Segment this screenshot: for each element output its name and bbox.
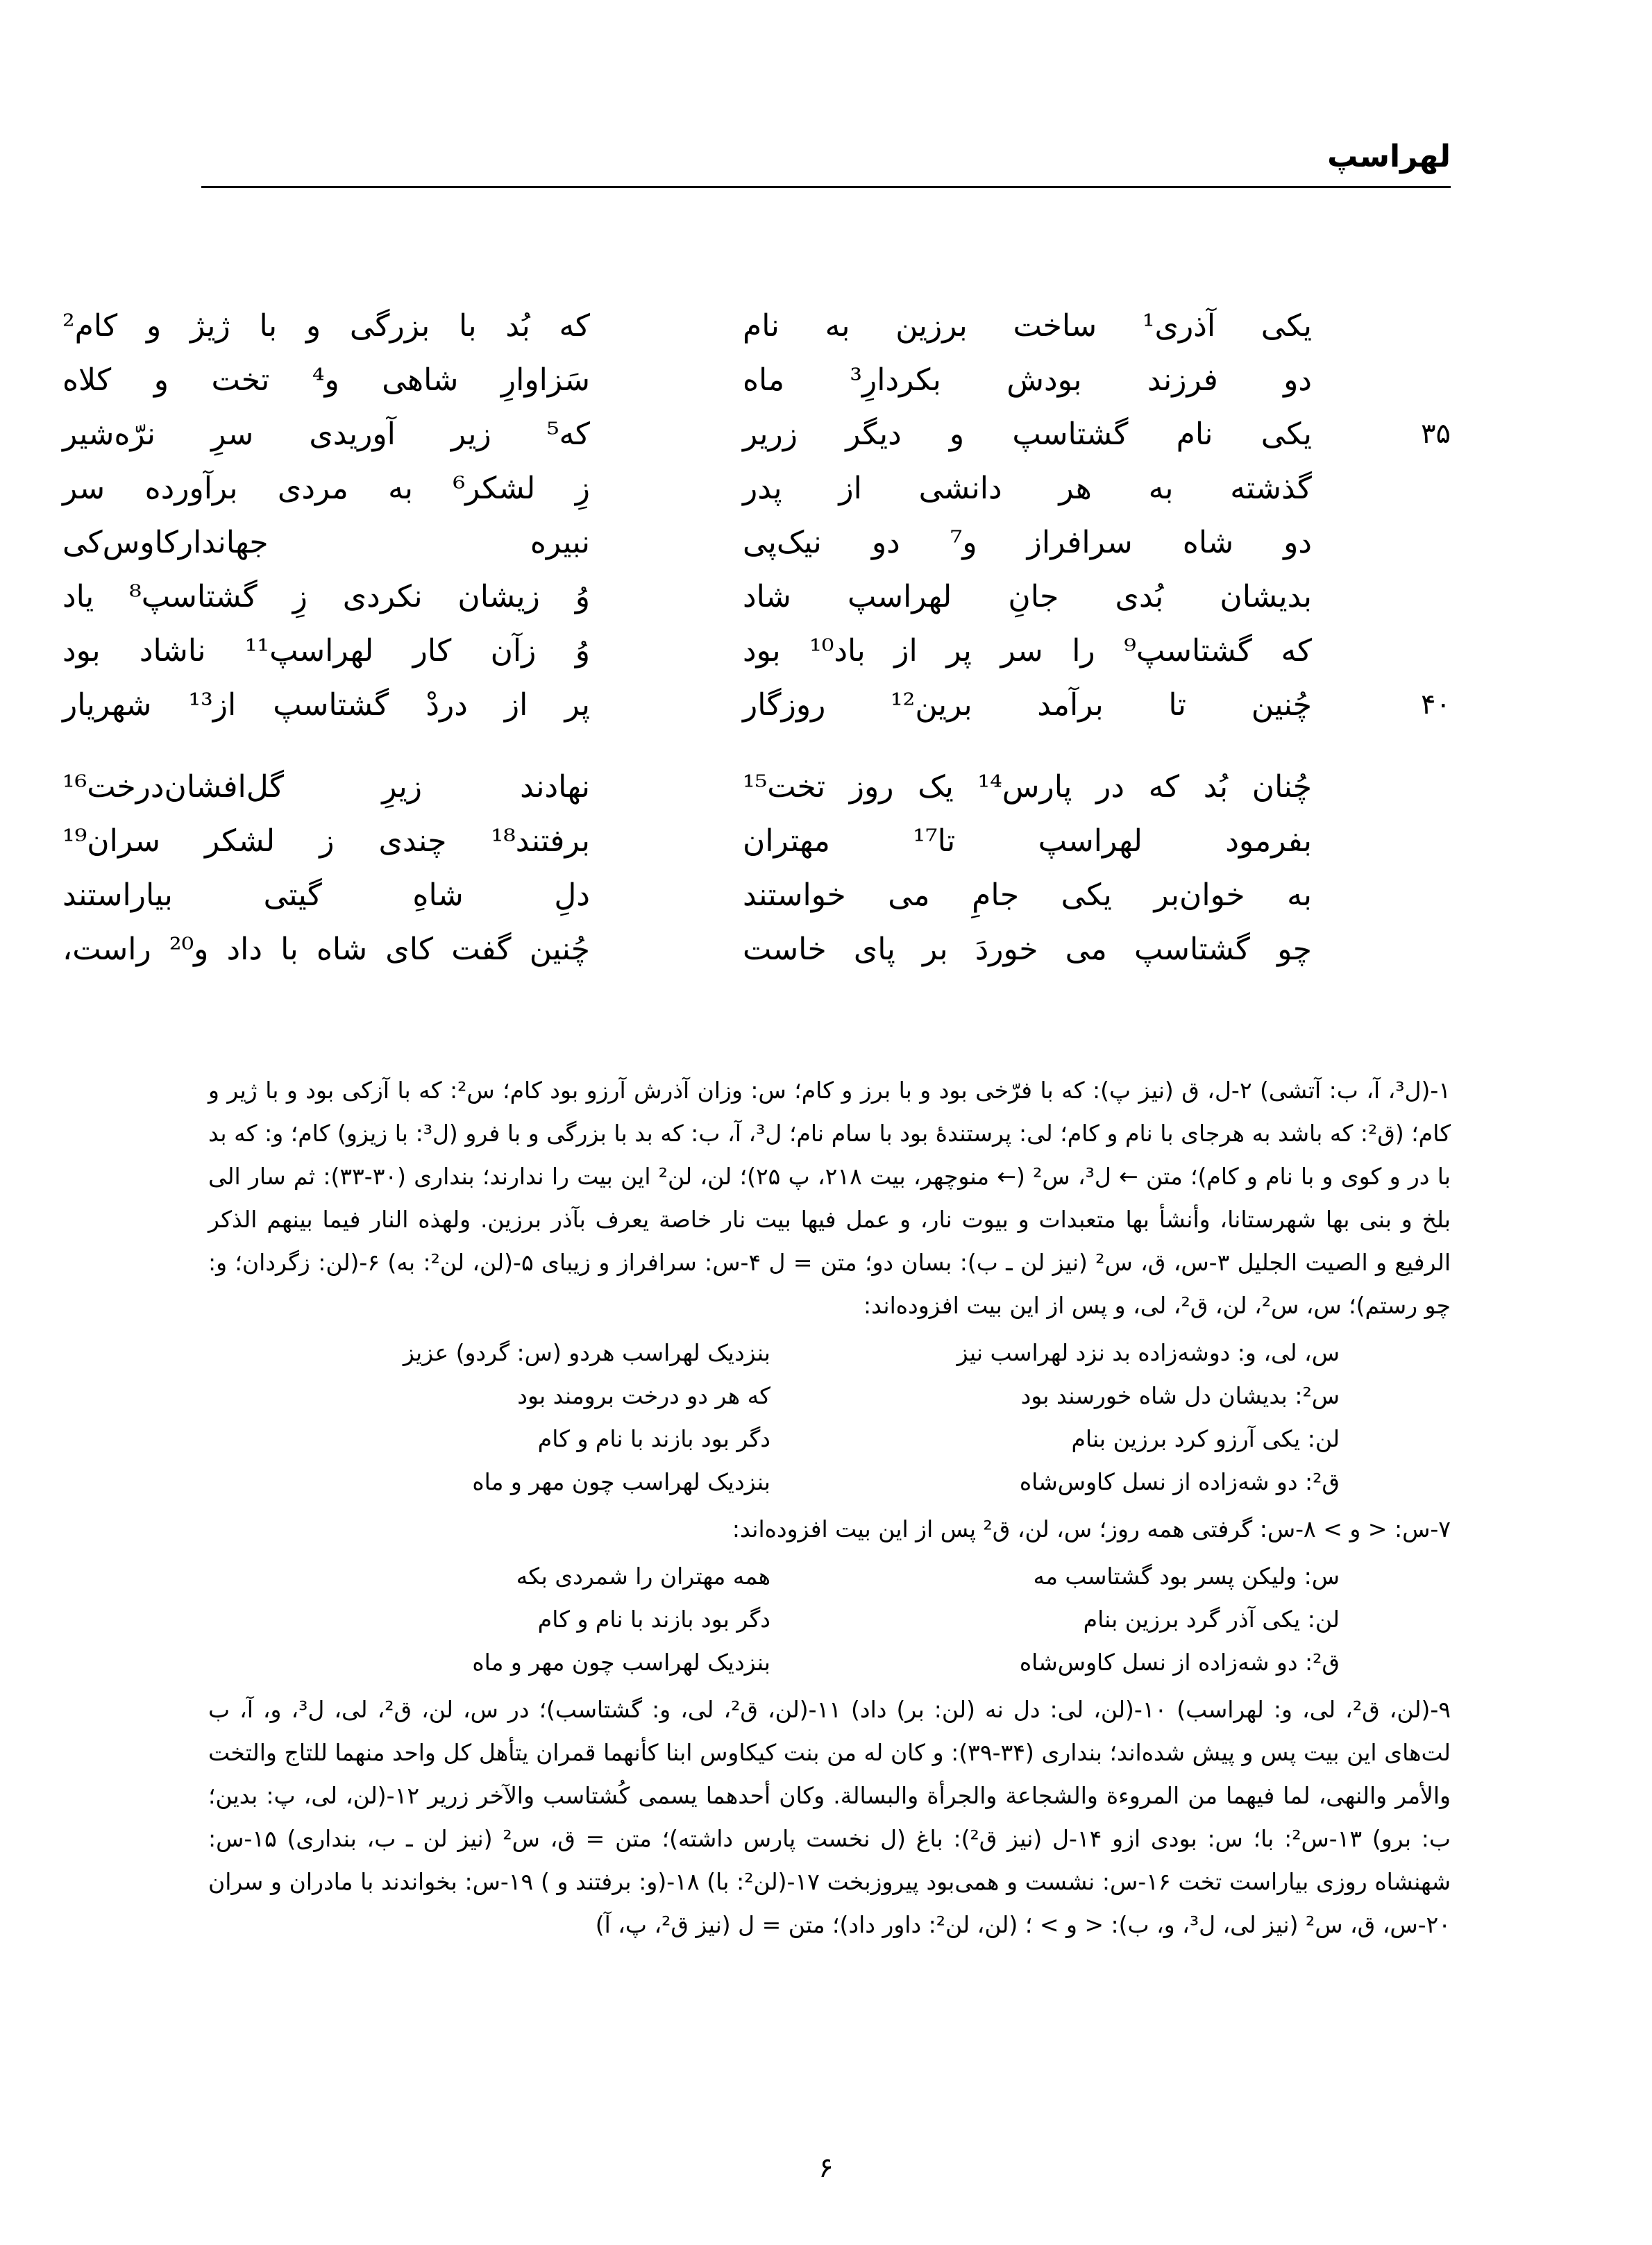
footnote-paragraph: ۷-س: < و > ۸-س: گرفتی همه روز؛ س، لن، ق² پس از این بیت افزوده‌اند: (732, 1515, 1451, 1542)
verse-number: ۴۰ (1421, 689, 1451, 721)
bayt (62, 623, 1451, 678)
added-verse-row (208, 1641, 1451, 1684)
bayt (62, 299, 1451, 353)
bayt (62, 515, 1451, 569)
hemistich-second: زِ لشکر⁶ به مردی برآورده سر (62, 470, 590, 506)
bayt (62, 922, 1451, 976)
hemistich-first: که گشتاسپ⁹ را سر پر از باد¹⁰ بود (743, 632, 1313, 669)
hemistich-second: نهادند زیرِ گل‌افشان‌درخت¹⁶ (62, 768, 590, 805)
added-verse-row (208, 1598, 1451, 1641)
hemistich-first: چُنان بُد که در پارس¹⁴ یک روز تخت¹⁵ (743, 768, 1312, 805)
hemistich-second: نبیره جهاندارکاوس‌کی (62, 524, 590, 560)
bayt (62, 814, 1451, 868)
hemistich-second: سَزاوارِ شاهی و⁴ تخت و کلاه (62, 362, 590, 398)
bayt (62, 461, 1451, 515)
hemistich-second: که بُد با بزرگی و با ژیژ و کام² (62, 308, 590, 344)
hemistich-first: گذشته به هر دانشی از پدر (743, 470, 1312, 506)
added-verse-first: س، لی، و: دوشه‌زاده بد نزد لهراسب نیز (956, 1339, 1340, 1366)
added-verse-row (208, 1461, 1451, 1504)
added-verse-second: بنزدیک لهراسب هردو (س: گردو) عزیز (403, 1339, 770, 1366)
hemistich-second: که⁵ زیر آوریدی سرِ نرّه‌شیر (62, 416, 590, 452)
bayt (62, 868, 1451, 922)
added-verse-first: ق²: دو شه‌زاده از نسل کاوس‌شاه (1019, 1468, 1340, 1495)
added-verse-first: س²: بدیشان دل شاه خورسند بود (1020, 1382, 1340, 1409)
hemistich-first: دو فرزند بودش بکردارِ³ ماه (743, 362, 1313, 398)
page-number: ۶ (818, 2152, 834, 2184)
bayt (62, 569, 1451, 623)
hemistich-first: بدیشان بُدی جانِ لهراسپ شاد (743, 578, 1312, 614)
hemistich-first: به خوان‌بر یکی جامِ می خواستند (743, 877, 1312, 913)
added-verse-second: که هر دو درخت برومند بود (517, 1382, 770, 1409)
poem-block-1 (62, 299, 1451, 732)
added-verse-row (208, 1555, 1451, 1598)
added-verse-first: لن: یکی آرزو کرد برزین بنام (1071, 1425, 1340, 1452)
added-verse-second: همه مهتران را شمردی بکه (516, 1563, 770, 1590)
hemistich-first: بفرمود لهراسپ تا¹⁷ مهتران (743, 823, 1312, 859)
hemistich-first: چُنین تا برآمد برین¹² روزگار (743, 687, 1312, 723)
footnotes (208, 1069, 1451, 1946)
hemistich-first: یکی آذری¹ ساخت برزین به نام (743, 308, 1312, 344)
verse-number: ۳۵ (1421, 418, 1451, 450)
footnote-paragraph: ۹-(لن، ق²، لی، و: لهراسب) ۱۰-(لن، لی: دل نه (لن: بر) داد) ۱۱-(لن، ق²، لی، و: گشتاسب)؛ در س، لن، ق²، لی، ل³، و، آ، ب لت‌های این بیت پس و پیش شده‌اند؛ بنداری (۳۴-۳۹): و کان له من بنت کیکاوس ابنا کأنهما قمران یتأهل کل واحد منهما للتاج والتخت والأمر والنهی، لما فیهما من المروءة والشجاعة والجرأة والبسالة. وکان أحدهما یسمی کُشتاسب والآخر زریر ۱۲-(لن، لی، پ: بدین؛ ب: برو) ۱۳-س²: با؛ س: بودی ازو ۱۴-ل (نیز ق²): باغ (ل نخست پارس داشته)؛ متن = ق، س² (نیز لن ـ ب، بنداری) ۱۵-س: شهنشاه روزی بیاراست تخت ۱۶-س: نشست و همی‌بود پیروزبخت ۱۷-(لن²: با) ۱۸-(و: برفتند و ) ۱۹-س: بخواندند با مادران و سران ۲۰-س، ق، س² (نیز لی، ل³، و، ب): < و > ؛ (لن، لن²: داور داد)؛ متن = ل (نیز ق²، پ، آ) (208, 1696, 1451, 1938)
bayt (62, 678, 1451, 732)
added-verse-first: ق²: دو شه‌زاده از نسل کاوس‌شاه (1019, 1649, 1340, 1676)
bayt (62, 407, 1451, 461)
poem-block-2 (62, 759, 1451, 976)
added-verse-second: دگر بود بازند با نام و کام (537, 1606, 770, 1633)
added-verse-row (208, 1418, 1451, 1461)
added-verse-first: س: ولیکن پسر بود گشتاسب مه (1033, 1563, 1340, 1590)
hemistich-first: یکی نام گشتاسپ و دیگر زریر (743, 416, 1312, 452)
hemistich-second: پر از دردْ گشتاسپ از¹³ شهریار (62, 687, 590, 723)
hemistich-second: دلِ شاهِ گیتی بیاراستند (62, 877, 590, 913)
hemistich-second: چُنین گفت کای شاه با داد و²⁰ راست، (62, 931, 590, 967)
added-verse-second: بنزدیک لهراسب چون مهر و ماه (472, 1649, 770, 1676)
hemistich-second: وُ زآن کار لهراسپ¹¹ ناشاد بود (62, 632, 590, 669)
bayt (62, 759, 1451, 814)
running-head-title: لهراسپ (1327, 139, 1451, 174)
poem-body (62, 299, 1451, 976)
added-verses-table-1 (208, 1331, 1451, 1504)
added-verse-row (208, 1374, 1451, 1418)
footnote-paragraph: ۱-(ل³، آ، ب: آتشی) ۲-ل، ق (نیز پ): که با فرّخی بود و با برز و کام؛ س: وزان آذرش آرزو بود کام؛ س²: که با آزکی بود و با ژیر و کام؛ (ق²: که باشد به هرجای با نام و کام؛ لی: پرستندهٔ بود با سام نام؛ ل³، آ، ب: که بد با بزرگی و با فرو (ل³: با زیزو) کام؛ و: که بد با در و کوی و با نام و کام)؛ متن ← ل³، س² (← منوچهر، بیت ۲۱۸، پ ۲۵)؛ لن، لن² این بیت را ندارند؛ بنداری (۳۰-۳۳): ثم سار الی بلخ و بنی بها شهرستانا، وأنشأ بها متعبدات و بیوت نار، و عمل فیها بیت نار خاصة یعرف بآذر برزین. ولهذه النار فیما بینهم الذکر الرفیع و الصیت الجلیل ۳-س، ق، س² (نیز لن ـ ب): بسان دو؛ متن = ل ۴-س: سرافراز و زیبای ۵-(لن، لن²: به) ۶-(لن: زگردان؛ و: چو رستم)؛ س، س²، لن، ق²، لی، و پس از این بیت افزوده‌اند: (208, 1077, 1451, 1319)
added-verses-table-2 (208, 1555, 1451, 1684)
hemistich-first: چو گشتاسپ می خوردَ بر پای خاست (743, 931, 1312, 967)
header-rule (201, 186, 1451, 188)
added-verse-second: بنزدیک لهراسب چون مهر و ماه (472, 1468, 770, 1495)
added-verse-row (208, 1331, 1451, 1374)
added-verse-second: دگر بود بازند با نام و کام (537, 1425, 770, 1452)
hemistich-second: وُ زیشان نکردی زِ گشتاسپ⁸ یاد (62, 578, 591, 614)
added-verse-first: لن: یکی آذر گرد برزین بنام (1083, 1606, 1340, 1633)
hemistich-first: دو شاه سرافراز و⁷ دو نیک‌پی (743, 524, 1312, 560)
bayt (62, 353, 1451, 407)
hemistich-second: برفتند¹⁸ چندی ز لشکر سران¹⁹ (62, 823, 590, 859)
